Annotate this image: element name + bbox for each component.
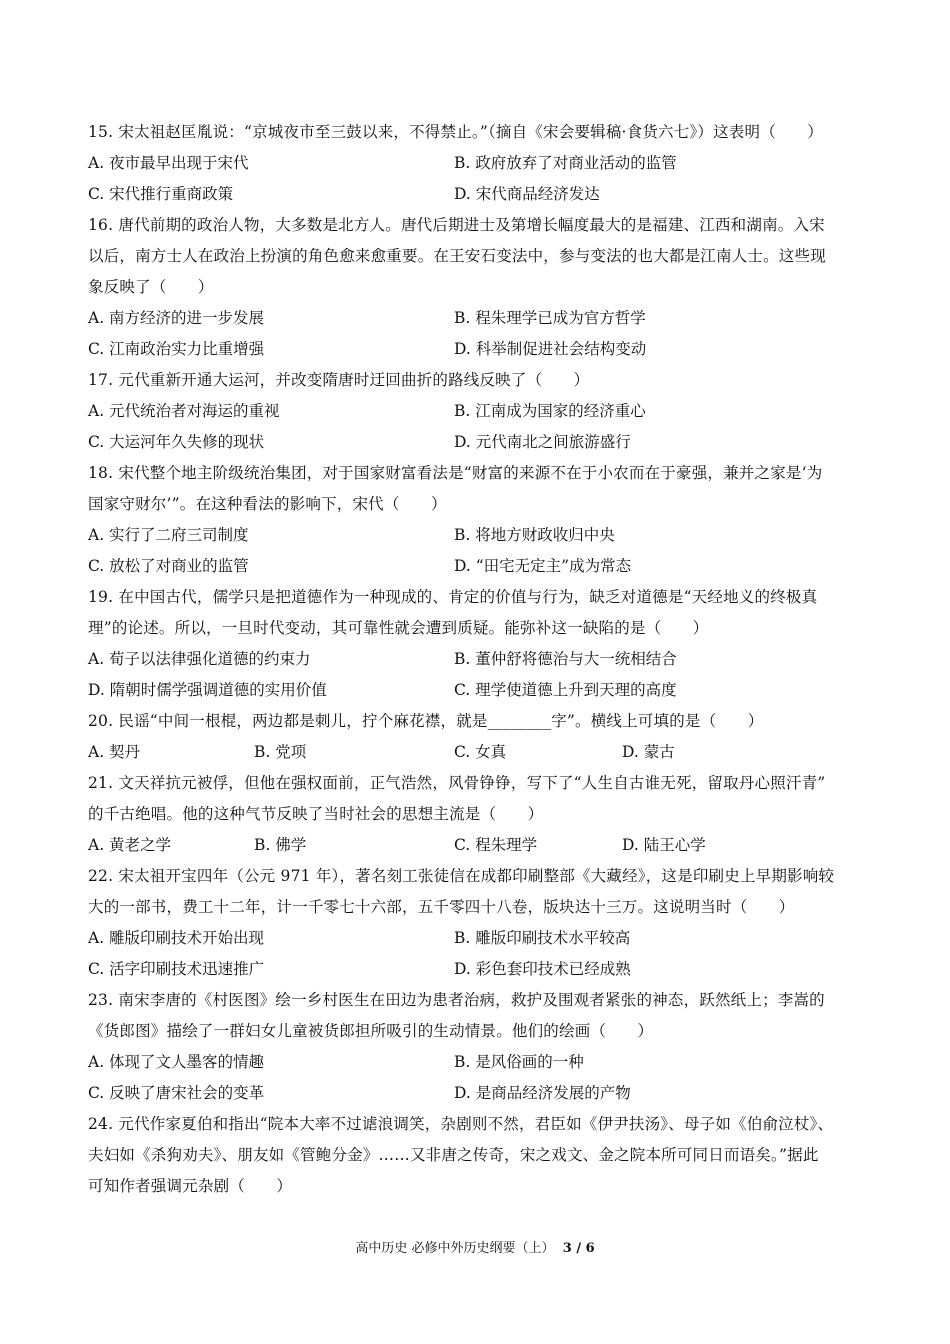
question-stem: 19. 在中国古代，儒学只是把道德作为一种现成的、肯定的价值与行为，缺乏对道德是“天经地义的终极真 — [88, 588, 818, 606]
option-c: C. 女真 — [454, 743, 507, 761]
footer-subject: 高中历史 必修中外历史纲要（上） — [355, 1241, 555, 1256]
option-b: B. 是风俗画的一种 — [454, 1053, 584, 1071]
page-footer — [0, 1237, 950, 1256]
option-d: D. 科举制促进社会结构变动 — [454, 340, 647, 358]
option-d: D. 元代南北之间旅游盛行 — [454, 433, 631, 451]
question-16 — [88, 210, 868, 365]
option-a: A. 元代统治者对海运的重视 — [88, 402, 280, 420]
option-c: C. 宋代推行重商政策 — [88, 185, 234, 203]
option-c: C. 江南政治实力比重增强 — [88, 340, 265, 358]
option-row — [88, 551, 868, 582]
question-stem: 大的一部书，费工十二年，计一千零七十六部，五千零四十八卷，版块达十三万。这说明当时（ ） — [88, 898, 795, 916]
option-row — [88, 1047, 868, 1078]
question-22 — [88, 861, 868, 985]
option-b: B. 将地方财政收归中央 — [454, 526, 615, 544]
question-stem: 的千古绝唱。他的这种气节反映了当时社会的思想主流是（ ） — [88, 805, 544, 823]
question-20 — [88, 706, 868, 768]
option-b: B. 雕版印刷技术水平较高 — [454, 929, 631, 947]
option-row — [88, 520, 868, 551]
option-b: B. 董仲舒将德治与大一统相结合 — [454, 650, 677, 668]
question-stem: 20. 民谣“中间一根棍，两边都是刺儿，拧个麻花襟，就是________字”。横线上可填的是（ ） — [88, 712, 764, 730]
option-c: C. 大运河年久失修的现状 — [88, 433, 265, 451]
question-stem: 24. 元代作家夏伯和指出“院本大率不过谑浪调笑，杂剧则不然，君臣如《伊尹扶汤》、母子如《伯俞泣杖》、 — [88, 1115, 834, 1133]
question-24 — [88, 1109, 868, 1202]
option-c: C. 程朱理学 — [454, 836, 538, 854]
option-d: D. 蒙古 — [622, 743, 675, 761]
option-b: B. 江南成为国家的经济重心 — [454, 402, 646, 420]
option-d: D. 彩色套印技术已经成熟 — [454, 960, 631, 978]
option-c: C. 活字印刷技术迅速推广 — [88, 960, 265, 978]
option-row — [88, 675, 868, 706]
question-stem: 夫妇如《杀狗劝夫》、朋友如《管鲍分金》……又非唐之传奇，宋之戏文、金之院本所可同日而语矣。”据此 — [88, 1146, 819, 1164]
option-b: B. 程朱理学已成为官方哲学 — [454, 309, 646, 327]
option-row — [88, 737, 868, 768]
question-stem: 以后，南方士人在政治上扮演的角色愈来愈重要。在王安石变法中，参与变法的也大都是江南人士。这些现 — [88, 247, 826, 265]
question-stem: 22. 宋太祖开宝四年（公元 971 年），著名刻工张徒信在成都印刷整部《大藏经》，这是印刷史上早期影响较 — [88, 867, 835, 885]
option-c: C. 反映了唐宋社会的变革 — [88, 1084, 265, 1102]
question-15 — [88, 117, 868, 210]
option-d: D. 隋朝时儒学强调道德的实用价值 — [88, 681, 327, 699]
option-row — [88, 334, 868, 365]
option-d: D. 宋代商品经济发达 — [454, 185, 600, 203]
question-18 — [88, 458, 868, 582]
option-d: D. 陆王心学 — [622, 836, 706, 854]
question-23 — [88, 985, 868, 1109]
exam-page — [88, 117, 868, 1202]
option-d: D. 是商品经济发展的产物 — [454, 1084, 631, 1102]
option-b: B. 政府放弃了对商业活动的监管 — [454, 154, 677, 172]
option-row — [88, 1078, 868, 1109]
option-a: A. 实行了二府三司制度 — [88, 526, 249, 544]
option-row — [88, 954, 868, 985]
page-number: 3 / 6 — [562, 1241, 595, 1256]
option-row — [88, 396, 868, 427]
option-c: C. 理学使道德上升到天理的高度 — [454, 681, 677, 699]
question-17 — [88, 365, 868, 458]
question-stem: 18. 宋代整个地主阶级统治集团，对于国家财富看法是“财富的来源不在于小农而在于豪强，兼并之家是‘为 — [88, 464, 823, 482]
question-stem: 国家守财尔’”。在这种看法的影响下，宋代（ ） — [88, 495, 447, 513]
option-row — [88, 179, 868, 210]
question-stem: 15. 宋太祖赵匡胤说：“京城夜市至三鼓以来，不得禁止。”（摘自《宋会要辑稿·食货六七》）这表明（ ） — [88, 123, 824, 141]
option-d: D. “田宅无定主”成为常态 — [454, 557, 632, 575]
option-row — [88, 923, 868, 954]
question-stem: 17. 元代重新开通大运河，并改变隋唐时迂回曲折的路线反映了（ ） — [88, 371, 590, 389]
question-21 — [88, 768, 868, 861]
option-row — [88, 427, 868, 458]
question-stem: 《货郎图》描绘了一群妇女儿童被货郎担所吸引的生动情景。他们的绘画（ ） — [88, 1022, 654, 1040]
question-stem: 象反映了（ ） — [88, 278, 214, 296]
option-row — [88, 148, 868, 179]
option-a: A. 荀子以法律强化道德的约束力 — [88, 650, 311, 668]
question-stem: 23. 南宋李唐的《村医图》绘一乡村医生在田边为患者治病，救护及围观者紧张的神态，跃然纸上；李嵩的 — [88, 991, 825, 1009]
option-a: A. 契丹 — [88, 743, 141, 761]
option-row — [88, 644, 868, 675]
option-a: A. 体现了文人墨客的情趣 — [88, 1053, 265, 1071]
question-stem: 可知作者强调元杂剧（ ） — [88, 1177, 293, 1195]
option-a: A. 雕版印刷技术开始出现 — [88, 929, 265, 947]
question-stem: 21. 文天祥抗元被俘，但他在强权面前，正气浩然，风骨铮铮，写下了“人生自古谁无死，留取丹心照汗青” — [88, 774, 826, 792]
option-b: B. 党项 — [254, 743, 307, 761]
option-c: C. 放松了对商业的监管 — [88, 557, 249, 575]
option-a: A. 夜市最早出现于宋代 — [88, 154, 249, 172]
option-b: B. 佛学 — [254, 836, 307, 854]
question-stem: 16. 唐代前期的政治人物，大多数是北方人。唐代后期进士及第增长幅度最大的是福建、江西和湖南。入宋 — [88, 216, 825, 234]
question-19 — [88, 582, 868, 706]
question-stem: 理”的论述。所以，一旦时代变动，其可靠性就会遭到质疑。能弥补这一缺陷的是（ ） — [88, 619, 709, 637]
option-a: A. 黄老之学 — [88, 836, 172, 854]
option-row — [88, 303, 868, 334]
option-row — [88, 830, 868, 861]
option-a: A. 南方经济的进一步发展 — [88, 309, 265, 327]
